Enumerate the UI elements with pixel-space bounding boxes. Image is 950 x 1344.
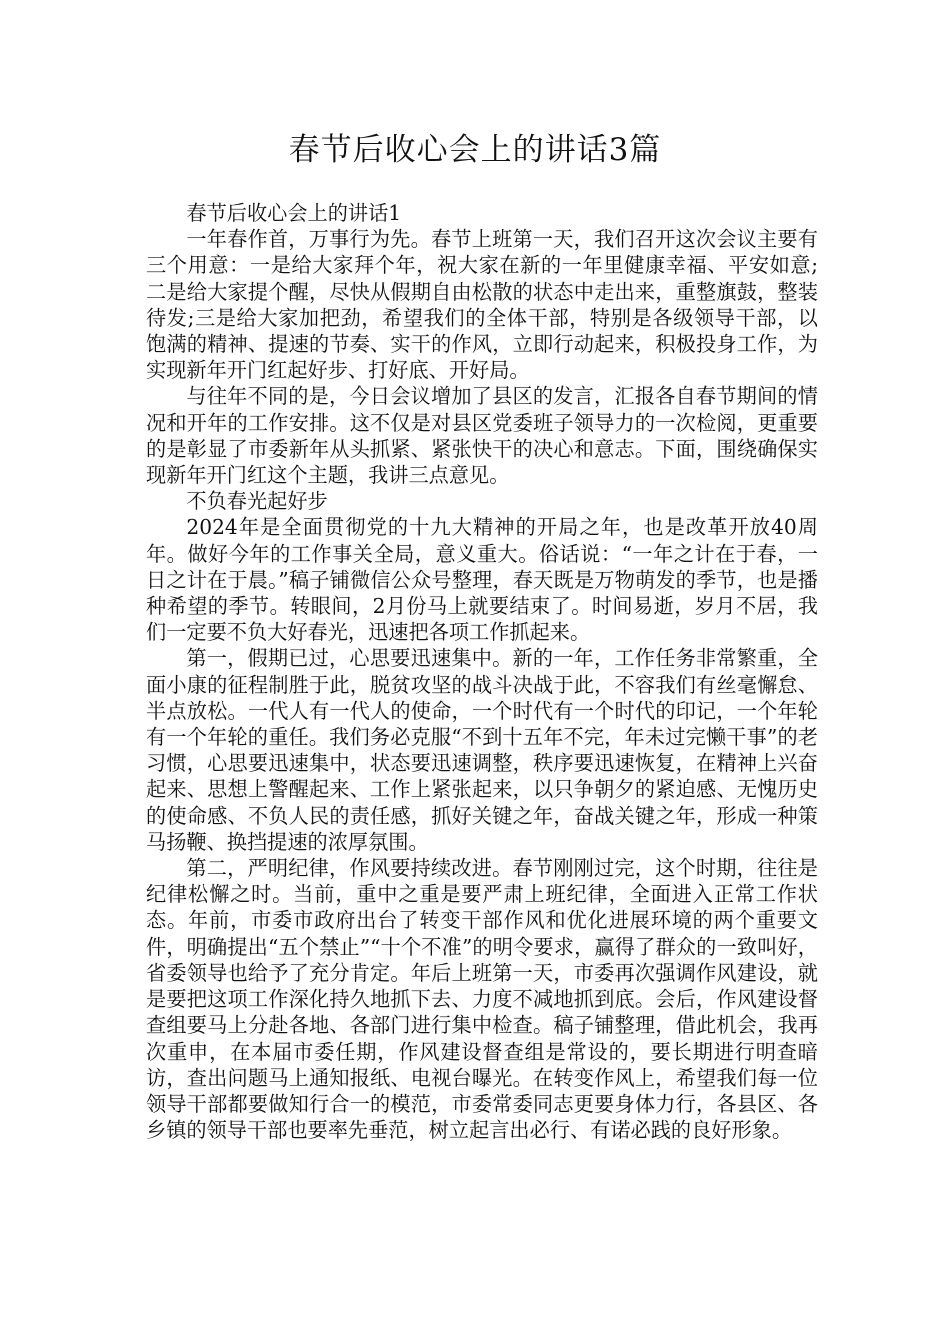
section-heading: 不负春光起好步 [186,489,328,514]
paragraph: 一年春作首，万事行为先。春节上班第一天，我们召开这次会议主要有三个用意：一是给大家拜个年，祝大家在新的一年里健康幸福、平安如意;二是给大家提个醒，尽快从假期自由松散的状态中走出来，重整旗鼓，整装待发;三是给大家加把劲，希望我们的全体干部，特别是各级领导干部，以饱满的精神、提速的节奏、实干的作风，立即行动起来，积极投身工作，为实现新年开门红起好步、打好底、开好局。 [146,227,818,383]
document-title: 春节后收心会上的讲话3篇 [288,132,662,168]
paragraph: 第一，假期已过，心思要迅速集中。新的一年，工作任务非常繁重，全面小康的征程制胜于此，脱贫攻坚的战斗决战于此，不容我们有丝毫懈怠、半点放松。一代人有一代人的使命，一个时代有一个时代的印记，一个年轮有一个年轮的重任。我们务必克服“不到十五年不完，年未过完懒干事”的老习惯，心思要迅速集中，状态要迅速调整，秩序要迅速恢复，在精神上兴奋起来、思想上警醒起来、工作上紧张起来，以只争朝夕的紧迫感、无愧历史的使命感、不负人民的责任感，抓好关键之年，奋战关键之年，形成一种策马扬鞭、换挡提速的浓厚氛围。 [146,646,818,854]
document-body [146,200,818,1143]
paragraph: 与往年不同的是，今日会议增加了县区的发言，汇报各自春节期间的情况和开年的工作安排。这不仅是对县区党委班子领导力的一次检阅，更重要的是彰显了市委新年从头抓紧、紧张快干的决心和意志。下面，围绕确保实现新年开门红这个主题，我讲三点意见。 [146,384,818,488]
paragraph: 第二，严明纪律，作风要持续改进。春节刚刚过完，这个时期，往往是纪律松懈之时。当前，重中之重是要严肃上班纪律，全面进入正常工作状态。年前，市委市政府出台了转变干部作风和优化进展环境的两个重要文件，明确提出“五个禁止”“十个不准”的明令要求，赢得了群众的一致叫好，省委领导也给予了充分肯定。年后上班第一天，市委再次强调作风建设，就是要把这项工作深化持久地抓下去、力度不减地抓到底。会后，作风建设督查组要马上分赴各地、各部门进行集中检查。稿子铺整理，借此机会，我再次重申，在本届市委任期，作风建设督查组是常设的，要长期进行明查暗访，查出问题马上通知报纸、电视台曝光。在转变作风上，希望我们每一位领导干部都要做知行合一的模范，市委常委同志更要身体力行，各县区、各乡镇的领导干部也要率先垂范，树立起言出必行、有诺必践的良好形象。 [146,856,818,1143]
paragraph: 2024年是全面贯彻党的十九大精神的开局之年，也是改革开放40周年。做好今年的工作事关全局，意义重大。俗话说：“一年之计在于春，一日之计在于晨。”稿子铺微信公众号整理，春天既是万物萌发的季节，也是播种希望的季节。转眼间，2月份马上就要结束了。时间易逝，岁月不居，我们一定要不负大好春光，迅速把各项工作抓起来。 [146,515,818,645]
speech-subtitle: 春节后收心会上的讲话1 [186,201,402,225]
